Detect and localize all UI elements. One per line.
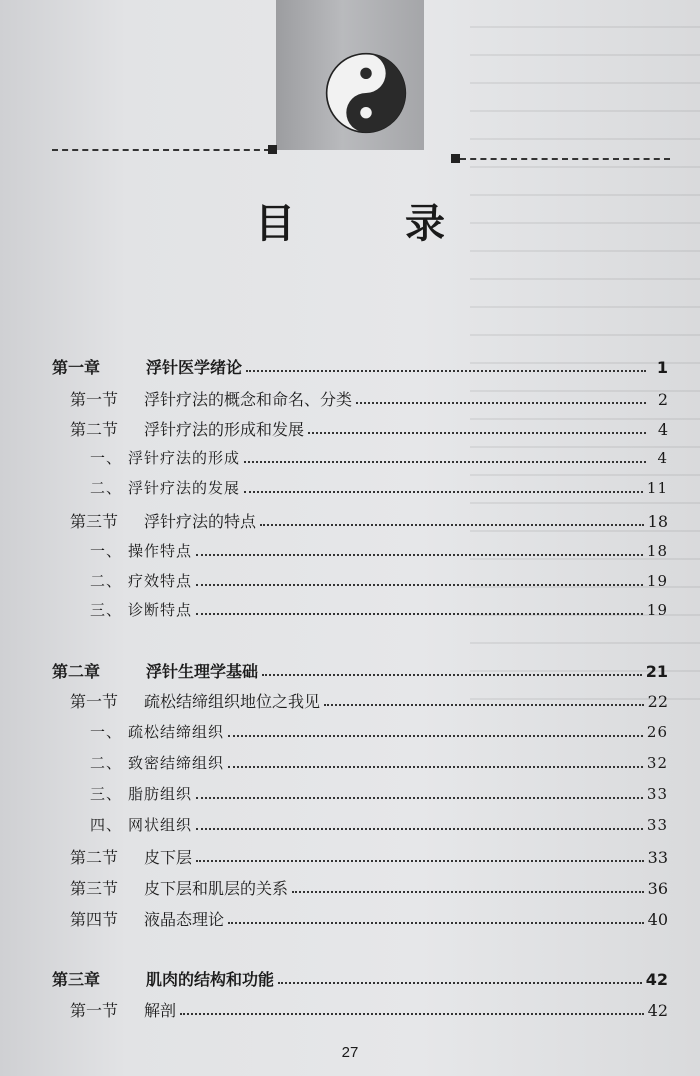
toc-entry-label: 第三节	[70, 512, 119, 531]
toc-entry-title: 疏松结缔组织	[128, 723, 225, 741]
toc-entry-chapter	[52, 355, 668, 378]
page-number: 27	[341, 1044, 359, 1061]
toc-entry-label: 第一节	[70, 692, 119, 711]
dot-leader	[196, 583, 643, 586]
toc-entry-section	[70, 417, 668, 440]
toc-entry-label: 第三章	[52, 970, 101, 989]
toc-entry-label: 第一节	[70, 390, 119, 409]
toc-entry-page: 42	[647, 1001, 668, 1020]
dot-leader	[308, 431, 646, 434]
toc-entry-title: 脂肪组织	[128, 785, 193, 803]
toc-entry-section	[70, 876, 668, 899]
toc-entry-label: 第二节	[70, 420, 119, 439]
toc-entry-page: 40	[647, 910, 668, 929]
toc-entry-page: 32	[646, 754, 668, 772]
dot-leader	[244, 490, 643, 493]
toc-entry-title: 浮针疗法的形成和发展	[144, 420, 305, 439]
dot-leader	[262, 673, 642, 676]
toc-entry-page: 22	[647, 692, 668, 711]
toc-entry-label: 第一章	[52, 358, 101, 377]
page-title: 目 录	[255, 201, 493, 247]
toc-entry-section	[70, 509, 668, 532]
toc-entry-page: 26	[646, 723, 668, 741]
dot-leader	[356, 401, 646, 404]
toc-entry-label: 第一节	[70, 1001, 119, 1020]
toc-entry-label: 第二节	[70, 848, 119, 867]
toc-entry-page: 42	[645, 970, 668, 989]
toc-entry-title: 浮针疗法的发展	[128, 479, 241, 497]
toc-entry-sub	[90, 477, 668, 498]
dot-leader	[196, 859, 644, 862]
toc-entry-label: 二、	[90, 572, 123, 590]
toc-entry-sub	[90, 783, 668, 804]
toc-entry-page: 21	[645, 662, 668, 681]
dot-leader	[260, 523, 644, 526]
dot-leader	[196, 612, 643, 615]
toc-entry-sub	[90, 752, 668, 773]
toc-entry-page: 33	[646, 785, 668, 803]
dot-leader	[196, 827, 643, 830]
toc-entry-title: 操作特点	[128, 542, 193, 560]
toc-entry-page: 1	[656, 358, 668, 377]
toc-entry-section	[70, 845, 668, 868]
toc-entry-sub	[90, 721, 668, 742]
toc-entry-title: 疏松结缔组织地位之我见	[144, 692, 321, 711]
toc-entry-page: 19	[646, 572, 668, 590]
toc-entry-label: 二、	[90, 479, 123, 497]
toc-entry-page: 33	[646, 816, 668, 834]
toc-entry-section	[70, 998, 668, 1021]
toc-entry-title: 浮针生理学基础	[146, 662, 259, 681]
toc-entry-title: 致密结缔组织	[128, 754, 225, 772]
toc-entry-title: 解剖	[144, 1001, 177, 1020]
dot-leader	[228, 921, 644, 924]
toc-entry-page: 11	[646, 479, 668, 497]
toc-entry-title: 疗效特点	[128, 572, 193, 590]
toc-entry-chapter	[52, 967, 668, 990]
dot-leader	[244, 460, 646, 463]
toc-entry-sub	[90, 814, 668, 835]
toc-entry-sub	[90, 540, 668, 561]
toc-entry-title: 皮下层	[144, 848, 193, 867]
toc-entry-chapter	[52, 659, 668, 682]
toc-entry-title: 液晶态理论	[144, 910, 225, 929]
toc-entry-title: 诊断特点	[128, 601, 193, 619]
dot-leader	[180, 1012, 644, 1015]
toc-entry-title: 肌肉的结构和功能	[146, 970, 275, 989]
toc-entry-section	[70, 907, 668, 930]
toc-entry-label: 第三节	[70, 879, 119, 898]
toc-entry-page: 18	[647, 512, 668, 531]
toc-entry-section	[70, 387, 668, 410]
toc-entry-page: 4	[657, 449, 668, 467]
dot-leader	[324, 703, 644, 706]
toc-entry-label: 一、	[90, 542, 123, 560]
toc-entry-label: 第四节	[70, 910, 119, 929]
toc-entry-title: 浮针医学绪论	[146, 358, 243, 377]
toc-entry-title: 网状组织	[128, 816, 193, 834]
dot-leader	[196, 553, 643, 556]
toc-entry-page: 4	[657, 420, 668, 439]
toc-entry-label: 三、	[90, 601, 123, 619]
toc-entry-label: 第二章	[52, 662, 101, 681]
toc-entry-page: 18	[646, 542, 668, 560]
toc-entry-page: 2	[657, 390, 668, 409]
toc-entry-label: 一、	[90, 723, 123, 741]
dot-leader	[278, 981, 642, 984]
toc-entry-label: 三、	[90, 785, 123, 803]
dot-leader	[228, 734, 643, 737]
toc-entry-section	[70, 689, 668, 712]
dot-leader	[292, 890, 644, 893]
toc-entry-sub	[90, 570, 668, 591]
toc-entry-title: 浮针疗法的形成	[128, 449, 241, 467]
toc-entry-page: 19	[646, 601, 668, 619]
toc-entry-label: 二、	[90, 754, 123, 772]
toc-entry-title: 浮针疗法的概念和命名、分类	[144, 390, 353, 409]
toc-entry-sub	[90, 599, 668, 620]
toc-entry-title: 浮针疗法的特点	[144, 512, 257, 531]
toc-entry-page: 33	[647, 848, 668, 867]
toc-entry-title: 皮下层和肌层的关系	[144, 879, 289, 898]
dot-leader	[228, 765, 643, 768]
toc-entry-label: 一、	[90, 449, 123, 467]
toc-entry-label: 四、	[90, 816, 123, 834]
toc-entry-page: 36	[647, 879, 668, 898]
dot-leader	[196, 796, 643, 799]
toc-entry-sub	[90, 447, 668, 468]
dot-leader	[246, 369, 646, 372]
